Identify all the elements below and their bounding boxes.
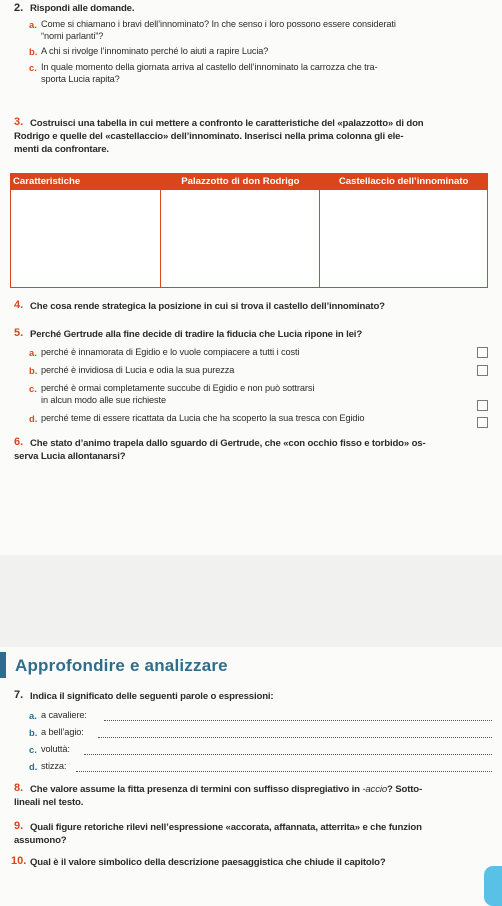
- table-header: Castellaccio dell’innominato: [320, 174, 488, 190]
- question-number: 3.: [14, 116, 24, 128]
- item-letter: a.: [29, 19, 37, 30]
- item-text: In quale momento della giornata arriva al castello dell’innominato la carrozza che tra-: [41, 62, 378, 72]
- question-text: Rispondi alle domande.: [30, 3, 135, 14]
- option-checkbox[interactable]: [477, 365, 488, 376]
- section-marker: [0, 652, 6, 678]
- item-letter: b.: [29, 46, 38, 57]
- question-text-cont: assumono?: [14, 835, 67, 846]
- table-header: Caratteristiche: [11, 174, 161, 190]
- item-text-cont: sporta Lucia rapita?: [41, 74, 120, 84]
- item-text: stizza:: [41, 761, 67, 771]
- question-number: 6.: [14, 436, 24, 448]
- answer-line[interactable]: [84, 753, 492, 755]
- item-text-cont: “nomi parlanti”?: [41, 31, 104, 41]
- question-text: Che cosa rende strategica la posizione in cui si trova il castello dell’innominato?: [30, 301, 385, 312]
- option-text-cont: in alcun modo alle sue richieste: [41, 395, 166, 405]
- item-letter: b.: [29, 727, 38, 738]
- answer-line[interactable]: [76, 770, 492, 772]
- option-letter: c.: [29, 383, 37, 394]
- option-letter: b.: [29, 365, 38, 376]
- question-text: Che stato d’animo trapela dallo sguardo di Gertrude, che «con occhio fisso e torbido» os-: [30, 438, 426, 449]
- section-title: Approfondire e analizzare: [15, 656, 228, 675]
- question-number: 8.: [14, 782, 24, 794]
- page-gap: [0, 555, 502, 647]
- item-letter: a.: [29, 710, 37, 721]
- item-text: a bell’agio:: [41, 727, 84, 737]
- table-cell[interactable]: [11, 190, 161, 288]
- option-text: perché è ormai completamente succube di Egidio e non può sottrarsi: [41, 383, 315, 393]
- option-text: perché è invidiosa di Lucia e odia la sua purezza: [41, 365, 235, 375]
- question-number: 4.: [14, 299, 24, 311]
- comparison-table: [10, 173, 488, 288]
- question-text: Quali figure retoriche rilevi nell’espressione «accorata, affannata, atterrita» e che funzion: [30, 822, 422, 833]
- table-cell[interactable]: [161, 190, 320, 288]
- question-text-cont: serva Lucia allontanarsi?: [14, 451, 126, 462]
- table-header: Palazzotto di don Rodrigo: [161, 174, 320, 190]
- question-text: Perché Gertrude alla fine decide di tradire la fiducia che Lucia ripone in lei?: [30, 329, 363, 340]
- option-letter: d.: [29, 413, 38, 424]
- answer-line[interactable]: [104, 719, 492, 721]
- question-text-cont: lineali nel testo.: [14, 797, 84, 808]
- question-text-cont: Rodrigo e quelle del «castellaccio» dell’innominato. Inserisci nella prima colonna gli ele-: [14, 131, 404, 142]
- question-number: 7.: [14, 689, 24, 701]
- question-number: 2.: [14, 2, 24, 14]
- option-checkbox[interactable]: [477, 417, 488, 428]
- question-number: 5.: [14, 327, 24, 339]
- option-checkbox[interactable]: [477, 400, 488, 411]
- option-text: perché è innamorata di Egidio e lo vuole compiacere a tutti i costi: [41, 347, 300, 357]
- item-text: A chi si rivolge l’innominato perché lo aiuti a rapire Lucia?: [41, 46, 269, 56]
- item-text: a cavaliere:: [41, 710, 87, 720]
- item-letter: d.: [29, 761, 38, 772]
- page-edge-tab: [484, 866, 502, 906]
- item-letter: c.: [29, 744, 37, 755]
- option-letter: a.: [29, 347, 37, 358]
- question-text: Qual è il valore simbolico della descrizione paesaggistica che chiude il capitolo?: [30, 857, 386, 868]
- question-text-cont: menti da confrontare.: [14, 144, 109, 155]
- question-number: 9.: [14, 820, 24, 832]
- question-text: Indica il significato delle seguenti parole o espressioni:: [30, 691, 274, 702]
- item-letter: c.: [29, 62, 37, 73]
- item-text: Come si chiamano i bravi dell’innominato? In che senso i loro possono essere considerati: [41, 19, 396, 29]
- answer-line[interactable]: [98, 736, 492, 738]
- question-text: Che valore assume la fitta presenza di termini con suffisso dispregiativo in -accio? Sotto-: [30, 784, 423, 795]
- item-text: voluttà:: [41, 744, 70, 754]
- table-cell[interactable]: [320, 190, 488, 288]
- question-text: Costruisci una tabella in cui mettere a confronto le caratteristiche del «palazzotto» di don: [30, 118, 424, 129]
- option-text: perché teme di essere ricattata da Lucia che ha scoperto la sua tresca con Egidio: [41, 413, 365, 423]
- question-number: 10.: [11, 855, 27, 867]
- option-checkbox[interactable]: [477, 347, 488, 358]
